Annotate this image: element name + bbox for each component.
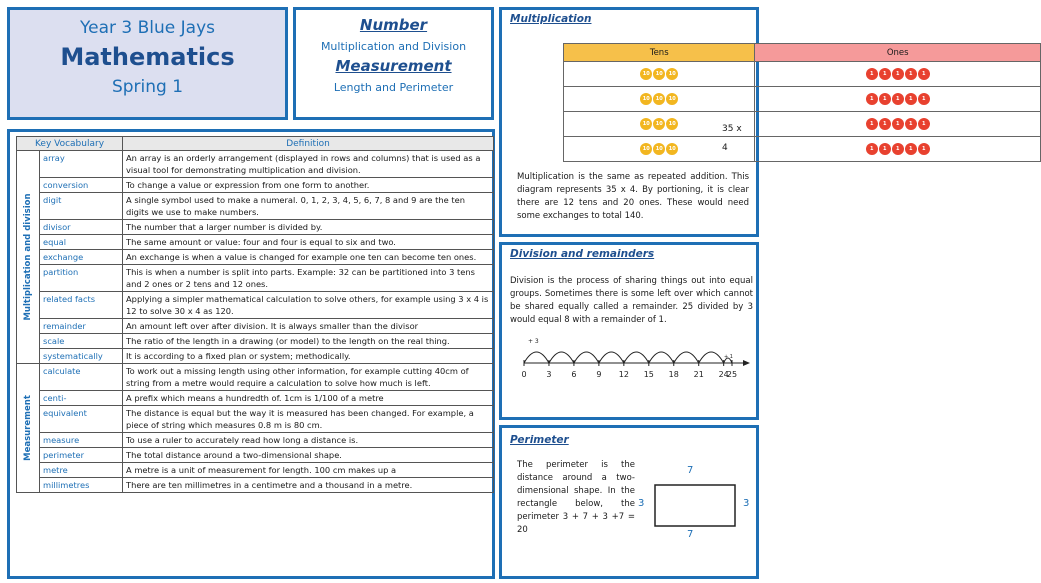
place-value-row <box>564 87 1041 112</box>
ones-cell <box>755 87 1041 112</box>
one-counter: 1 <box>892 143 904 155</box>
place-value-row <box>564 137 1041 162</box>
one-counter: 1 <box>879 68 891 80</box>
term-label: Spring 1 <box>111 77 184 97</box>
vocab-row <box>17 250 494 265</box>
place-value-row <box>564 62 1041 87</box>
title-panel <box>7 7 288 120</box>
vocab-definition: Applying a simpler mathematical calculation to solve others, for example using 3 x 4 is 12 to solve 30 x 4 as 120. <box>123 292 494 319</box>
rect-right-label: 3 <box>743 498 750 509</box>
tick-label: 24 <box>718 370 729 379</box>
vocab-definition: An exchange is when a value is changed for example one ten can become ten ones. <box>123 250 494 265</box>
rectangle-shape <box>655 485 735 526</box>
one-counter: 1 <box>918 93 930 105</box>
col-header-definition: Definition <box>123 137 494 151</box>
vocabulary-table <box>16 136 494 493</box>
tick-label: 18 <box>668 370 679 379</box>
vocab-row <box>17 478 494 493</box>
one-counter: 1 <box>905 118 917 130</box>
vocab-term: scale <box>40 334 123 349</box>
vocab-row <box>17 319 494 334</box>
ten-counter: 10 <box>666 143 678 155</box>
perimeter-panel <box>499 425 759 579</box>
vocab-group-label: Measurement <box>23 395 33 461</box>
vocab-term: equivalent <box>40 406 123 433</box>
vocab-row <box>17 433 494 448</box>
ten-counter: 10 <box>653 68 665 80</box>
vocab-definition: There are ten millimetres in a centimetre and a thousand in a metre. <box>123 478 494 493</box>
topic-measurement-sub: Length and Perimeter <box>333 81 454 94</box>
vocab-group-label: Multiplication and division <box>23 193 33 321</box>
jump-arc <box>674 352 699 363</box>
vocab-row <box>17 364 494 391</box>
ones-cell <box>755 137 1041 162</box>
col-header-term: Key Vocabulary <box>17 137 123 151</box>
vocab-row <box>17 463 494 478</box>
vocab-term: measure <box>40 433 123 448</box>
one-counter: 1 <box>905 93 917 105</box>
class-name: Year 3 Blue Jays <box>80 18 215 38</box>
one-counter: 1 <box>879 93 891 105</box>
one-counter: 1 <box>905 68 917 80</box>
tens-header: Tens <box>564 44 755 62</box>
tens-cell <box>564 87 755 112</box>
vocab-definition: To change a value or expression from one form to another. <box>123 178 494 193</box>
vocab-definition: The ratio of the length in a drawing (or model) to the length on the real thing. <box>123 334 494 349</box>
vocab-term: systematically <box>40 349 123 364</box>
one-counter: 1 <box>892 68 904 80</box>
one-counter: 1 <box>918 143 930 155</box>
jump-arc <box>549 352 574 363</box>
one-counter: 1 <box>879 118 891 130</box>
vocab-definition: An array is an orderly arrangement (displayed in rows and columns) that is used as a visual tool for demonstrating multiplication and division. <box>123 151 494 178</box>
ten-counter: 10 <box>640 68 652 80</box>
subject-title: Mathematics <box>60 43 235 71</box>
ten-counter: 10 <box>666 93 678 105</box>
multiplication-panel <box>499 7 926 237</box>
vocab-term: exchange <box>40 250 123 265</box>
topic-number: Number <box>359 16 428 34</box>
vocab-row <box>17 193 494 220</box>
multiplication-text: Multiplication is the same as repeated addition. This diagram represents 35 x 4. By portioning, it is clear there are 12 tens and 20 ones. These would need some exchanges to total 140. <box>517 172 749 221</box>
vocab-definition: To use a ruler to accurately read how long a distance is. <box>123 433 494 448</box>
division-title: Division and remainders <box>510 248 655 260</box>
vocab-definition: The same amount or value: four and four is equal to six and two. <box>123 235 494 250</box>
ten-counter: 10 <box>640 93 652 105</box>
topic-measurement: Measurement <box>335 57 452 75</box>
vocab-definition: An amount left over after division. It is always smaller than the divisor <box>123 319 494 334</box>
vocab-row <box>17 178 494 193</box>
jump-arc <box>574 352 599 363</box>
vocab-row <box>17 265 494 292</box>
jump-arc <box>624 352 649 363</box>
vocab-row <box>17 292 494 319</box>
topic-number-sub: Multiplication and Division <box>320 40 467 53</box>
rect-left-label: 3 <box>638 498 645 509</box>
vocab-definition: A single symbol used to make a numeral. 0, 1, 2, 3, 4, 5, 6, 7, 8 and 9 are the ten digits we use to make numbers. <box>123 193 494 220</box>
perimeter-text: The perimeter is the distance around a two-dimensional shape. In the rectangle below, the perimeter 3 + 7 + 3 +7 = 20 <box>517 460 635 535</box>
rectangle-diagram <box>637 466 757 546</box>
vocab-row <box>17 334 494 349</box>
vocab-term: calculate <box>40 364 123 391</box>
multiplication-title: Multiplication <box>510 13 592 25</box>
vocab-row <box>17 151 494 178</box>
vocab-term: conversion <box>40 178 123 193</box>
tick-label: 25 <box>726 370 738 379</box>
one-counter: 1 <box>892 118 904 130</box>
vocab-definition: It is according to a fixed plan or system; methodically. <box>123 349 494 364</box>
vocab-term: related facts <box>40 292 123 319</box>
ones-header: Ones <box>755 44 1041 62</box>
ones-cell <box>755 112 1041 137</box>
vocab-definition: To work out a missing length using other information, for example cutting 40cm of string from a metre would require a calculation to solve how much is left. <box>123 364 494 391</box>
tick-label: 3 <box>546 370 552 379</box>
place-value-row <box>564 112 1041 137</box>
topic-panel <box>293 7 494 120</box>
ten-counter: 10 <box>640 118 652 130</box>
ones-cell <box>755 62 1041 87</box>
one-counter: 1 <box>866 68 878 80</box>
vocab-row <box>17 448 494 463</box>
tens-cell <box>564 62 755 87</box>
division-panel <box>499 242 759 420</box>
jump-label: + 3 <box>528 338 539 345</box>
one-counter: 1 <box>918 68 930 80</box>
jump-arc <box>649 352 674 363</box>
one-counter: 1 <box>866 93 878 105</box>
division-text: Division is the process of sharing things out into equal groups. Sometimes there is some left over which cannot be shared equally called a remainder. 25 divided by 3 would equal 8 with a remainder of 1. <box>510 276 753 325</box>
perimeter-title: Perimeter <box>510 434 569 446</box>
tick-label: 15 <box>643 370 654 379</box>
vocab-term: perimeter <box>40 448 123 463</box>
vocab-term: millimetres <box>40 478 123 493</box>
place-value-grid <box>563 43 1041 162</box>
vocab-term: remainder <box>40 319 123 334</box>
vocab-row <box>17 235 494 250</box>
ten-counter: 10 <box>653 93 665 105</box>
tick-label: 0 <box>521 370 527 379</box>
number-line-arrow <box>743 360 750 366</box>
one-counter: 1 <box>918 118 930 130</box>
vocab-term: metre <box>40 463 123 478</box>
jump-arc <box>599 352 624 363</box>
ten-counter: 10 <box>653 118 665 130</box>
vocab-row <box>17 349 494 364</box>
vocab-term: digit <box>40 193 123 220</box>
vocab-row <box>17 220 494 235</box>
vocab-row <box>17 406 494 433</box>
vocab-definition: The distance is equal but the way it is measured has been changed. For example, a piece of string which measures 0.8 m is 80 cm. <box>123 406 494 433</box>
tick-label: 9 <box>596 370 602 379</box>
ten-counter: 10 <box>653 143 665 155</box>
tick-label: 21 <box>693 370 704 379</box>
jump-arc <box>524 352 549 363</box>
vocab-term: equal <box>40 235 123 250</box>
vocab-group-cell <box>17 364 40 493</box>
ten-counter: 10 <box>666 68 678 80</box>
vocab-definition: The total distance around a two-dimensional shape. <box>123 448 494 463</box>
one-counter: 1 <box>866 118 878 130</box>
one-counter: 1 <box>892 93 904 105</box>
vocab-group-cell <box>17 151 40 364</box>
vocab-term: centi- <box>40 391 123 406</box>
vocab-definition: The number that a larger number is divided by. <box>123 220 494 235</box>
vocab-term: partition <box>40 265 123 292</box>
rect-bottom-label: 7 <box>687 529 694 540</box>
jump-arc <box>699 352 724 363</box>
one-counter: 1 <box>866 143 878 155</box>
vocab-row <box>17 391 494 406</box>
ten-counter: 10 <box>640 143 652 155</box>
vocab-definition: A metre is a unit of measurement for length. 100 cm makes up a <box>123 463 494 478</box>
vocab-definition: A prefix which means a hundredth of. 1cm is 1/100 of a metre <box>123 391 494 406</box>
tick-label: 12 <box>618 370 629 379</box>
vocab-term: array <box>40 151 123 178</box>
remainder-label: + 1 <box>724 354 733 360</box>
one-counter: 1 <box>905 143 917 155</box>
tick-label: 6 <box>571 370 577 379</box>
multiplication-label: 35 x 4 <box>722 124 742 153</box>
vocab-definition: This is when a number is split into parts. Example: 32 can be partitioned into 3 tens and 2 ones or 2 tens and 12 ones. <box>123 265 494 292</box>
vocabulary-panel <box>7 129 495 579</box>
number-line <box>510 335 755 380</box>
ten-counter: 10 <box>666 118 678 130</box>
rect-top-label: 7 <box>687 465 694 476</box>
one-counter: 1 <box>879 143 891 155</box>
vocab-term: divisor <box>40 220 123 235</box>
